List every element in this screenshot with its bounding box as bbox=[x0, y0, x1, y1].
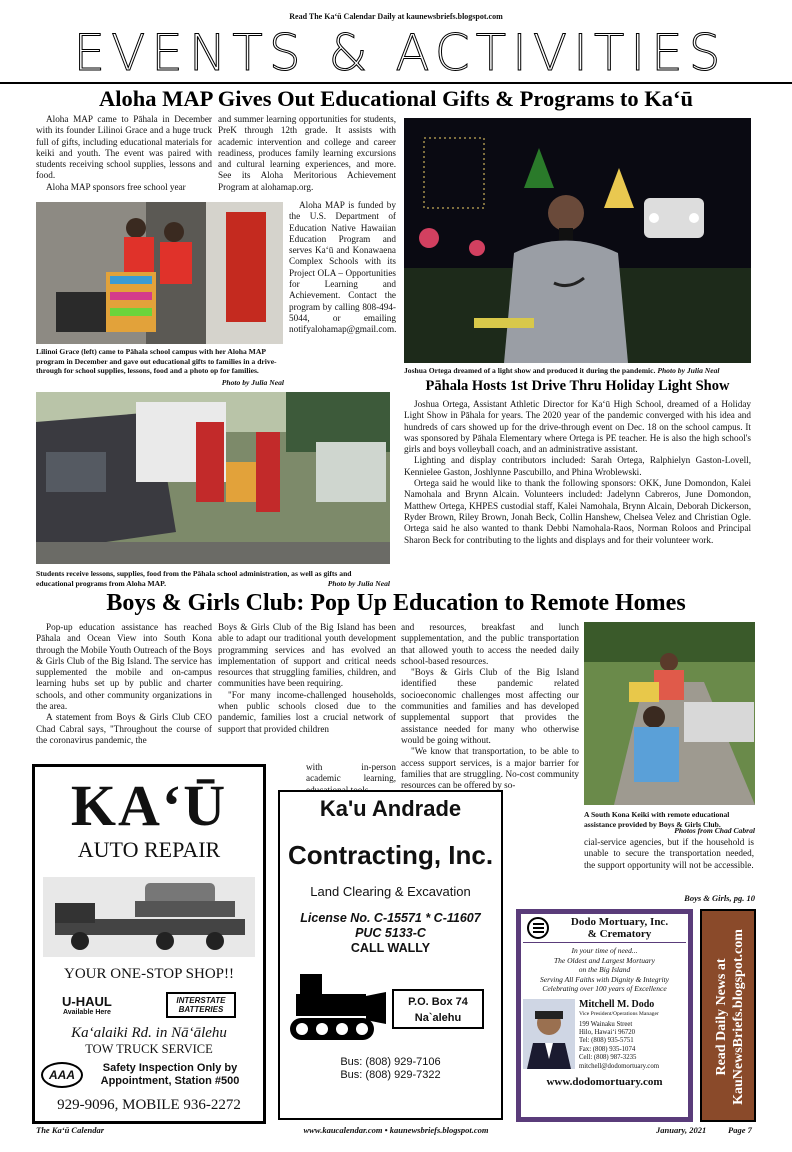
aloha-photo1-caption: Lilinoi Grace (left) came to Pāhala school campus with her Aloha MAP program in December and gave out educational gifts to families in a drive-through for school supplies, lessons, food and a photo op for families. bbox=[36, 347, 277, 375]
aloha-p2a: Aloha MAP sponsors free school year bbox=[46, 181, 186, 192]
side-banner[interactable] bbox=[700, 909, 756, 1122]
dodo-name2: & Crematory bbox=[587, 928, 652, 940]
ad-andrade-line2: Contracting, Inc. bbox=[287, 840, 494, 870]
holiday-p2: Lighting and display contributors included: Sarah Ortega, Ralphielyn Gaston-Lovell, Kennielee Gaston, Joshlynne Pascubillo, and Phina Wroblewski. bbox=[404, 455, 751, 477]
dodo-tagline-4: Serving All Faiths with Dignity & Integrity bbox=[539, 974, 670, 984]
holiday-photo bbox=[404, 118, 751, 363]
holiday-photo-caption bbox=[404, 366, 751, 376]
holiday-body bbox=[404, 399, 751, 546]
dodo-tagline-3: on the Big Island bbox=[578, 965, 631, 974]
ad-andrade-call: CALL WALLY bbox=[350, 941, 431, 955]
bgc-col2-p3: with in-person academic learning, bbox=[306, 762, 396, 784]
footer-paper: The Ka‘ū Calendar bbox=[36, 1125, 105, 1135]
ad-andrade-license: License No. C-15571 * C-11607 bbox=[300, 911, 481, 925]
dodo-web[interactable]: www.dodomortuary.com bbox=[546, 1075, 663, 1088]
dodo-person: Mitchell M. Dodo bbox=[579, 998, 655, 1010]
dodo-name: Dodo Mortuary, Inc. bbox=[570, 916, 669, 928]
ad-andrade-line1: Ka'u Andrade bbox=[319, 796, 462, 821]
bgc-col1-p2: A statement from Boys & Girls Club CEO Chad Cabral says, "Throughout the course of the coronavirus pandemic, the bbox=[36, 712, 212, 745]
aloha-photo-truck bbox=[36, 202, 283, 344]
photo-keiki-illustration bbox=[584, 622, 755, 805]
aloha-p1: Aloha MAP came to Pāhala in December with its founder Lilinoi Grace and a huge truck full of gifts, including educational materials for keiki and youth. The event was paired with students receiving school supplies, lessons and food. bbox=[36, 114, 212, 181]
dodo-role: Vice President/Operations Manager bbox=[579, 1010, 659, 1017]
aaa-logo: AAA bbox=[41, 1062, 83, 1088]
ad-andrade-pobox: P.O. Box 74 bbox=[408, 996, 468, 1008]
aloha-photo2-credit: Photo by Julia Neal bbox=[327, 579, 390, 588]
ad-kau-title: KA‘Ū bbox=[70, 773, 228, 838]
bgc-column-2 bbox=[218, 622, 396, 735]
footer-date: January, 2021 bbox=[656, 1125, 707, 1135]
tow-truck-icon bbox=[35, 873, 263, 961]
ad-kau-auto-repair[interactable] bbox=[32, 764, 266, 1124]
bgc-col2-p1: Boys & Girls Club of the Big Island has been able to adapt our traditional youth development programming services and has evolved an implementation of support and critical needs resources that struggling families, children, and communities have been requiring. bbox=[218, 622, 396, 689]
ad-andrade-services: Land Clearing & Excavation bbox=[310, 884, 471, 899]
portrait-photo bbox=[523, 999, 575, 1069]
dodo-tagline-1: In your time of need... bbox=[571, 946, 638, 955]
bgc-headline: Boys & Girls Club: Pop Up Education to Remote Homes bbox=[106, 590, 686, 616]
ad-kau-address: Ka‘alaiki Rd. in Nā‘ālehu bbox=[71, 1025, 227, 1041]
uhaul-sub: Available Here bbox=[62, 1009, 111, 1016]
side-banner-line1: Read Daily News at bbox=[714, 958, 729, 1076]
bulldozer-icon bbox=[280, 964, 390, 1054]
ad-andrade-town: Na`alehu bbox=[414, 1012, 462, 1024]
ad-andrade-bus2[interactable]: Bus: (808) 929-7322 bbox=[340, 1069, 441, 1081]
bgc-col3-p2: "Boys & Girls Club of the Big Island identified these pandemic related socioeconomic challenges most affecting our communities and families and has developed supplemental support that provides the assistance needed for many who otherwise would be going without. bbox=[401, 667, 579, 745]
uhaul-text: U-HAUL bbox=[62, 994, 112, 1009]
bgc-col1-p1: Pop-up education assistance has reached Pāhala and Ocean View into South Kona through the Mobile Youth Outreach of the Boys & Girls Club of the Big Island. The service has supplemented the mobile and on-campus learning hubs set up by public and charter schools, and other community organizations in the area. bbox=[36, 622, 212, 712]
bgc-col3-p1: and resources, breakfast and lunch supplementation, and the public transportation that allowed youth to access the needed daily school-based resources. bbox=[401, 622, 579, 666]
aloha-headline: Aloha MAP Gives Out Educational Gifts & Programs to Ka‘ū bbox=[99, 86, 693, 111]
ad-andrade-bus1[interactable]: Bus: (808) 929-7106 bbox=[340, 1056, 441, 1068]
photo-lights-illustration bbox=[404, 118, 751, 363]
dodo-logo-icon bbox=[527, 917, 549, 939]
ad-kau-tagline: YOUR ONE-STOP SHOP!! bbox=[63, 966, 235, 982]
holiday-caption-text: Joshua Ortega dreamed of a light show and produced it during the pandemic. bbox=[404, 366, 656, 375]
interstate-batteries-logo: INTERSTATE BATTERIES bbox=[166, 992, 236, 1018]
aloha-p2: and summer learning opportunities for students, PreK through 12th grade. It assists with academic intervention and college and career readiness, produces family learning excursions and cultural learning experiences, and more. See its Aloha Meritorious Achievement Program at alohamap.org. bbox=[218, 114, 396, 192]
ad-kau-tow: TOW TRUCK SERVICE bbox=[85, 1042, 213, 1056]
dodo-tagline-2: The Oldest and Largest Mortuary bbox=[554, 955, 655, 965]
holiday-p1: Joshua Ortega, Assistant Athletic Director for Ka‘ū High School, dreamed of a Holiday Light Show in Pāhala for years. The 2020 year of the pandemic converged with his idea and hundreds of cars showed up for the drive-through event on Dec. 18 on the school campus. It was sponsored by Pāhala Elementary where Ortega is PE teacher. He is also the high school's girls and boys volleyball coach, and an administrative assistant. bbox=[404, 399, 751, 455]
ad-kau-safety: Safety Inspection Only by Appointment, Station #500 bbox=[100, 1062, 240, 1087]
ad-andrade-puc: PUC 5133-C bbox=[355, 926, 426, 940]
footer-page: Page 7 bbox=[728, 1125, 752, 1135]
ad-andrade-contracting[interactable] bbox=[278, 790, 503, 1120]
ad-kau-subtitle: AUTO REPAIR bbox=[77, 837, 221, 862]
top-line: Read The Ka‘ū Calendar Daily at kaunewsbriefs.blogspot.com bbox=[289, 12, 503, 21]
bgc-photo-caption: A South Kona Keiki with remote educational assistance provided by Boys & Girls Club. bbox=[584, 810, 730, 829]
dodo-cell: Cell: (808) 987-3235 bbox=[579, 1054, 637, 1062]
masthead-rule bbox=[0, 82, 792, 84]
bgc-jump: Boys & Girls, pg. 10 bbox=[684, 893, 755, 903]
photo-students-illustration bbox=[36, 392, 390, 564]
aloha-photo-students bbox=[36, 392, 390, 564]
dodo-tagline-5: Celebrating over 100 years of Excellence bbox=[542, 984, 667, 993]
dodo-addr2: Hilo, Hawai‘i 96720 bbox=[579, 1028, 636, 1036]
photo-truck-illustration bbox=[36, 202, 283, 344]
ad-dodo-mortuary[interactable] bbox=[516, 909, 693, 1122]
footer-websites[interactable]: www.kaucalendar.com • kaunewsbriefs.blogspot.com bbox=[303, 1125, 489, 1135]
bgc-column-1 bbox=[36, 622, 212, 746]
side-banner-line2: KauNewsBriefs.blogspot.com bbox=[731, 929, 746, 1105]
holiday-headline: Pāhala Hosts 1st Drive Thru Holiday Light Show bbox=[425, 378, 730, 394]
ad-andrade-pobox-box bbox=[392, 989, 484, 1029]
uhaul-logo bbox=[62, 994, 112, 1016]
bgc-col4-p1: cial-service agencies, but if the household is unable to secure the transportation needed, the support opportunity will not be accessible. bbox=[584, 837, 754, 870]
bgc-col3-p3: "We know that transportation, to be able to access support services, is a major barrier for families that are struggling. No-cost community resources can be offered by so- bbox=[401, 746, 579, 791]
aloha-p3: Aloha MAP is funded by the U.S. Department of Education Native Hawaiian Education Program and serves Ka‘ū and Konawaena Complex Schools with its Project OLA – Opportunities for Learning and Achievement. Contact the program by calling 808-494-5044, or emailing notifyalohamap@gmail.com. bbox=[289, 200, 396, 335]
bgc-photo-credit: Photos from Chad Cabral bbox=[674, 826, 755, 835]
bgc-photo bbox=[584, 622, 755, 805]
bgc-col2-p2: "For many income-challenged households, when public schools closed due to the pandemic, families lost a crucial network of support that provided children bbox=[218, 689, 396, 734]
ad-kau-phone[interactable]: 929-9096, MOBILE 936-2272 bbox=[57, 1097, 241, 1113]
aloha-column-1 bbox=[36, 114, 212, 193]
masthead: EVENTS & ACTIVITIES bbox=[73, 24, 727, 82]
bgc-column-4 bbox=[584, 837, 754, 871]
holiday-photo-credit: Photo by Julia Neal bbox=[657, 366, 720, 375]
holiday-p3: Ortega said he would like to thank the following sponsors: OKK, June Domondon, Kalei Namohala and Brynn Alcain. Volunteers included: Jadelynn Cabreros, June Domondon, Matthew Ortega, KHPES custodial staff, Kalei Namohala, Brynn Alcain, Deborah Dickerson, Ryder Brown, Riley Brown, Jonah Beck, Collin Hanshew, Chelsea Velez and Christian Ogle. Ortega said he also wanted to thank Debbi Namohala-Raos, Norman Roloos and Principal Sharon Beck for contributing to the lights and displays and for their volunteer work. bbox=[404, 478, 751, 545]
aloha-photo2-caption: Students receive lessons, supplies, food from the Pāhala school administration, as well as gifts and educational programs from Aloha MAP. bbox=[36, 569, 352, 588]
aloha-column-2 bbox=[218, 114, 396, 200]
aloha-column-3 bbox=[289, 200, 396, 374]
dodo-tel: Tel: (808) 935-5751 bbox=[579, 1037, 634, 1045]
dodo-fax: Fax: (808) 935-1074 bbox=[579, 1045, 636, 1053]
dodo-addr1: 199 Wainaku Street bbox=[579, 1020, 633, 1028]
aloha-photo1-credit: Photo by Julia Neal bbox=[221, 378, 284, 387]
dodo-email[interactable]: mitchell@dodomortuary.com bbox=[579, 1062, 659, 1070]
